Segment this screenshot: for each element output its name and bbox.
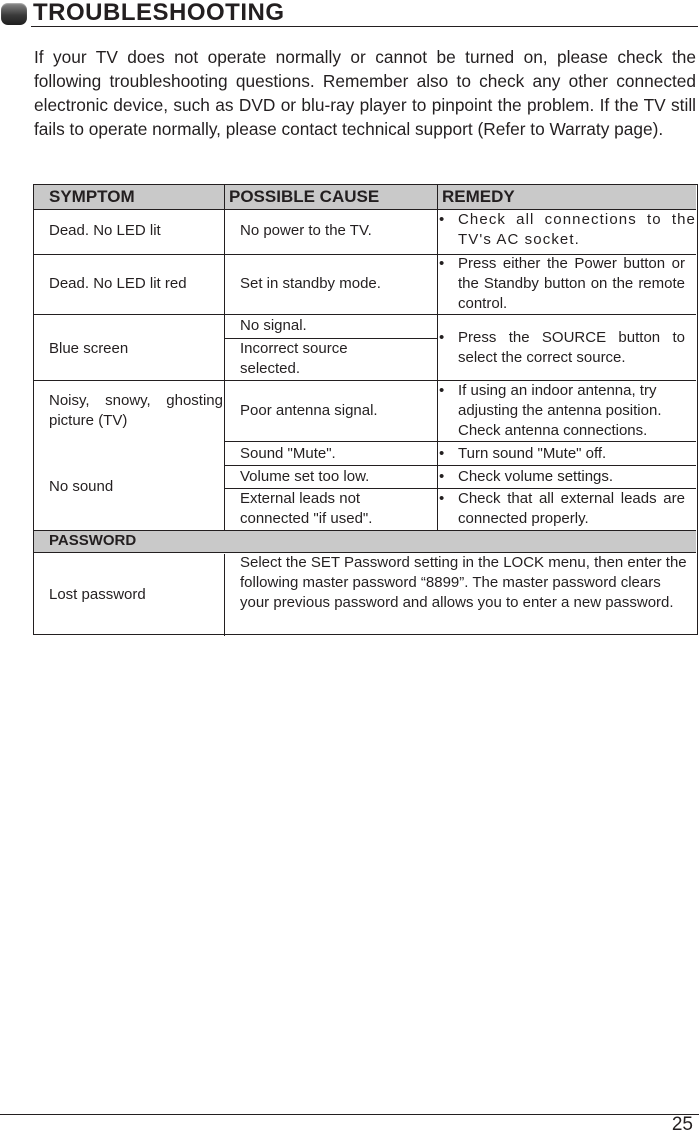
symptom-cell: Dead. No LED lit: [49, 222, 161, 239]
bullet-marker: •: [439, 211, 445, 228]
cause-cell: Incorrect source selected.: [240, 340, 348, 377]
cause-cell: Poor antenna signal.: [240, 402, 378, 419]
remedy-cell: [439, 467, 689, 487]
column-divider: [224, 185, 225, 530]
remedy-text: Press the SOURCE button to select the correct source.: [458, 329, 685, 366]
symptom-cell: Dead. No LED lit red: [49, 275, 187, 292]
symptom-cell: Noisy, snowy, ghosting picture (TV): [49, 392, 223, 429]
remedy-cell: [439, 444, 689, 464]
remedy-cell: [439, 328, 685, 368]
remedy-text: Check that all external leads are connected properly.: [458, 490, 685, 527]
column-divider: [437, 185, 438, 530]
sub-row-divider: [224, 465, 696, 466]
cause-cell: Volume set too low.: [240, 468, 370, 485]
bullet-marker: •: [439, 445, 445, 462]
troubleshooting-table: [33, 184, 698, 635]
remedy-text: Check volume settings.: [458, 468, 614, 485]
cause-cell: No signal.: [240, 317, 307, 334]
remedy-cell: [439, 489, 685, 529]
symptom-cell: Lost password: [49, 586, 146, 603]
cause-cell: External leads not connected "if used".: [240, 490, 373, 527]
section-tab-icon: [1, 3, 27, 25]
remedy-cell: [439, 381, 689, 441]
page-number: 25: [671, 1114, 693, 1135]
password-section-header: [34, 530, 696, 553]
row-divider: [224, 441, 696, 442]
symptom-cell: No sound: [49, 478, 114, 495]
remedy-cell: [439, 254, 685, 314]
title-divider: [31, 26, 698, 27]
bullet-marker: •: [439, 382, 445, 399]
header-symptom: SYMPTOM: [49, 187, 135, 206]
remedy-cell: Select the SET Password setting in the LOCK menu, then enter the following master password “8899”. The master password clears your previous password and allows you to enter a new password.: [240, 554, 687, 611]
footer-divider: [0, 1114, 699, 1115]
page-title: TROUBLESHOOTING: [33, 0, 285, 26]
column-divider: [224, 554, 225, 636]
remedy-text: If using an indoor antenna, try adjusting the antenna position. Check antenna connections.: [458, 382, 662, 439]
remedy-text: Press either the Power button or the Standby button on the remote control.: [458, 255, 685, 312]
cause-cell: Sound "Mute".: [240, 445, 336, 462]
cause-cell: Set in standby mode.: [240, 275, 381, 292]
header-remedy: REMEDY: [442, 187, 515, 206]
header-possible-cause: POSSIBLE CAUSE: [229, 187, 380, 206]
bullet-marker: •: [439, 255, 445, 272]
cause-cell: No power to the TV.: [240, 222, 372, 239]
remedy-text: Turn sound "Mute" off.: [458, 445, 607, 462]
remedy-text: Check all connections to the TV's AC socket.: [458, 211, 696, 248]
password-section-label: PASSWORD: [49, 532, 137, 549]
intro-paragraph: If your TV does not operate normally or cannot be turned on, please check the following troubleshooting questions. Remember also to check any other connected electronic device, such as DVD or blu-ray player to pinpoint the problem. If the TV still fails to operate normally, please contact technical support (Refer to Warraty page).: [34, 47, 696, 139]
bullet-marker: •: [439, 468, 445, 485]
remedy-cell: [439, 210, 696, 250]
page-header: [0, 0, 699, 30]
symptom-cell: Blue screen: [49, 340, 129, 357]
row-divider: [34, 314, 696, 315]
bullet-marker: •: [439, 490, 445, 507]
bullet-marker: •: [439, 329, 445, 346]
